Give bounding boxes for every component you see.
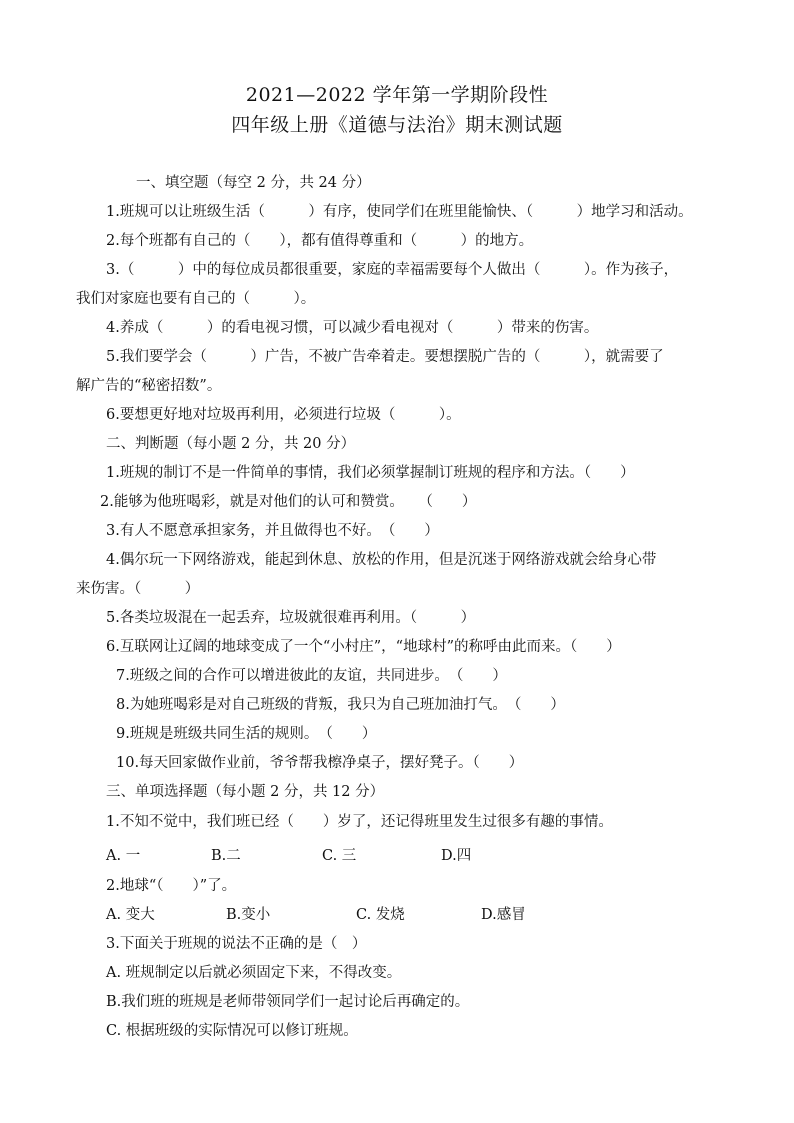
text-line: 我们对家庭也要有自己的（ ）。 [76, 291, 316, 307]
exam-title-line-2: 四年级上册《道德与法治》期末测试题 [231, 114, 563, 136]
text-line: 1.班规可以让班级生活（ ）有序，使同学们在班里能愉快、（ ）地学习和活动。 [106, 204, 693, 220]
text-line: A. 变大 [106, 907, 155, 923]
text-line: 二、判断题（每小题 2 分，共 20 分） [106, 436, 356, 452]
text-line: 2.能够为他班喝彩，就是对他们的认可和赞赏。 （ ） [100, 494, 477, 510]
text-line: 5.各类垃圾混在一起丢弃，垃圾就很难再利用。（ ） [106, 610, 476, 626]
text-line: B.二 [211, 848, 241, 864]
text-line: C. 根据班级的实际情况可以修订班规。 [106, 1023, 358, 1039]
text-line: 5.我们要学会（ ）广告，不被广告牵着走。要想摆脱广告的（ ），就需要了 [106, 349, 664, 365]
text-line: A. 一 [106, 848, 141, 864]
text-line: 9.班规是班级共同生活的规则。 （ ） [116, 726, 377, 742]
text-line: 7.班级之间的合作可以增进彼此的友谊，共同进步。 （ ） [116, 668, 507, 684]
text-line: 三、单项选择题（每小题 2 分，共 12 分） [106, 784, 385, 800]
text-line: 来伤害。（ ） [76, 581, 200, 597]
text-line: 解广告的“秘密招数”。 [76, 378, 222, 394]
text-line: 2.每个班都有自己的（ ），都有值得尊重和（ ）的地方。 [106, 233, 534, 249]
text-line: 一、填空题（每空 2 分，共 24 分） [136, 175, 371, 191]
text-line: 1.不知不觉中，我们班已经（ ）岁了，还记得班里发生过很多有趣的事情。 [106, 814, 613, 830]
text-line: 4.偶尔玩一下网络游戏，能起到休息、放松的作用，但是沉迷于网络游戏就会给身心带 [106, 552, 657, 568]
text-line: B.变小 [226, 907, 271, 923]
text-line: B.我们班的班规是老师带领同学们一起讨论后再确定的。 [106, 994, 470, 1010]
text-line: 4.养成（ ）的看电视习惯，可以减少看电视对（ ）带来的伤害。 [106, 320, 599, 336]
text-line: 2.地球“（ ）”了。 [106, 878, 237, 894]
text-line: D.感冒 [481, 907, 526, 923]
text-line: 10.每天回家做作业前，爷爷帮我檫净桌子，摆好凳子。（ ） [116, 755, 524, 771]
text-line: 1.班规的制订不是一件简单的事情，我们必须掌握制订班规的程序和方法。（ ） [106, 465, 635, 481]
text-line: C. 三 [322, 848, 357, 864]
text-line: C. 发烧 [356, 907, 405, 923]
text-line: 8.为她班喝彩是对自己班级的背叛，我只为自己班加油打气。 （ ） [116, 697, 565, 713]
text-line: D.四 [441, 848, 472, 864]
exam-title-line-1: 2021—2022 学年第一学期阶段性 [245, 84, 549, 106]
text-line: 3.下面关于班规的说法不正确的是（ ） [106, 936, 367, 952]
text-line: 3.有人不愿意承担家务，并且做得也不好。 （ ） [106, 523, 439, 539]
text-line: 6.互联网让辽阔的地球变成了一个“小村庄”，“地球村”的称呼由此而来。（ ） [106, 639, 621, 655]
text-line: 6.要想更好地对垃圾再利用，必须进行垃圾（ ）。 [106, 407, 461, 423]
text-line: 3.（ ）中的每位成员都很重要，家庭的幸福需要每个人做出（ ）。作为孩子， [106, 262, 679, 278]
text-line: A. 班规制定以后就必须固定下来，不得改变。 [106, 965, 402, 981]
